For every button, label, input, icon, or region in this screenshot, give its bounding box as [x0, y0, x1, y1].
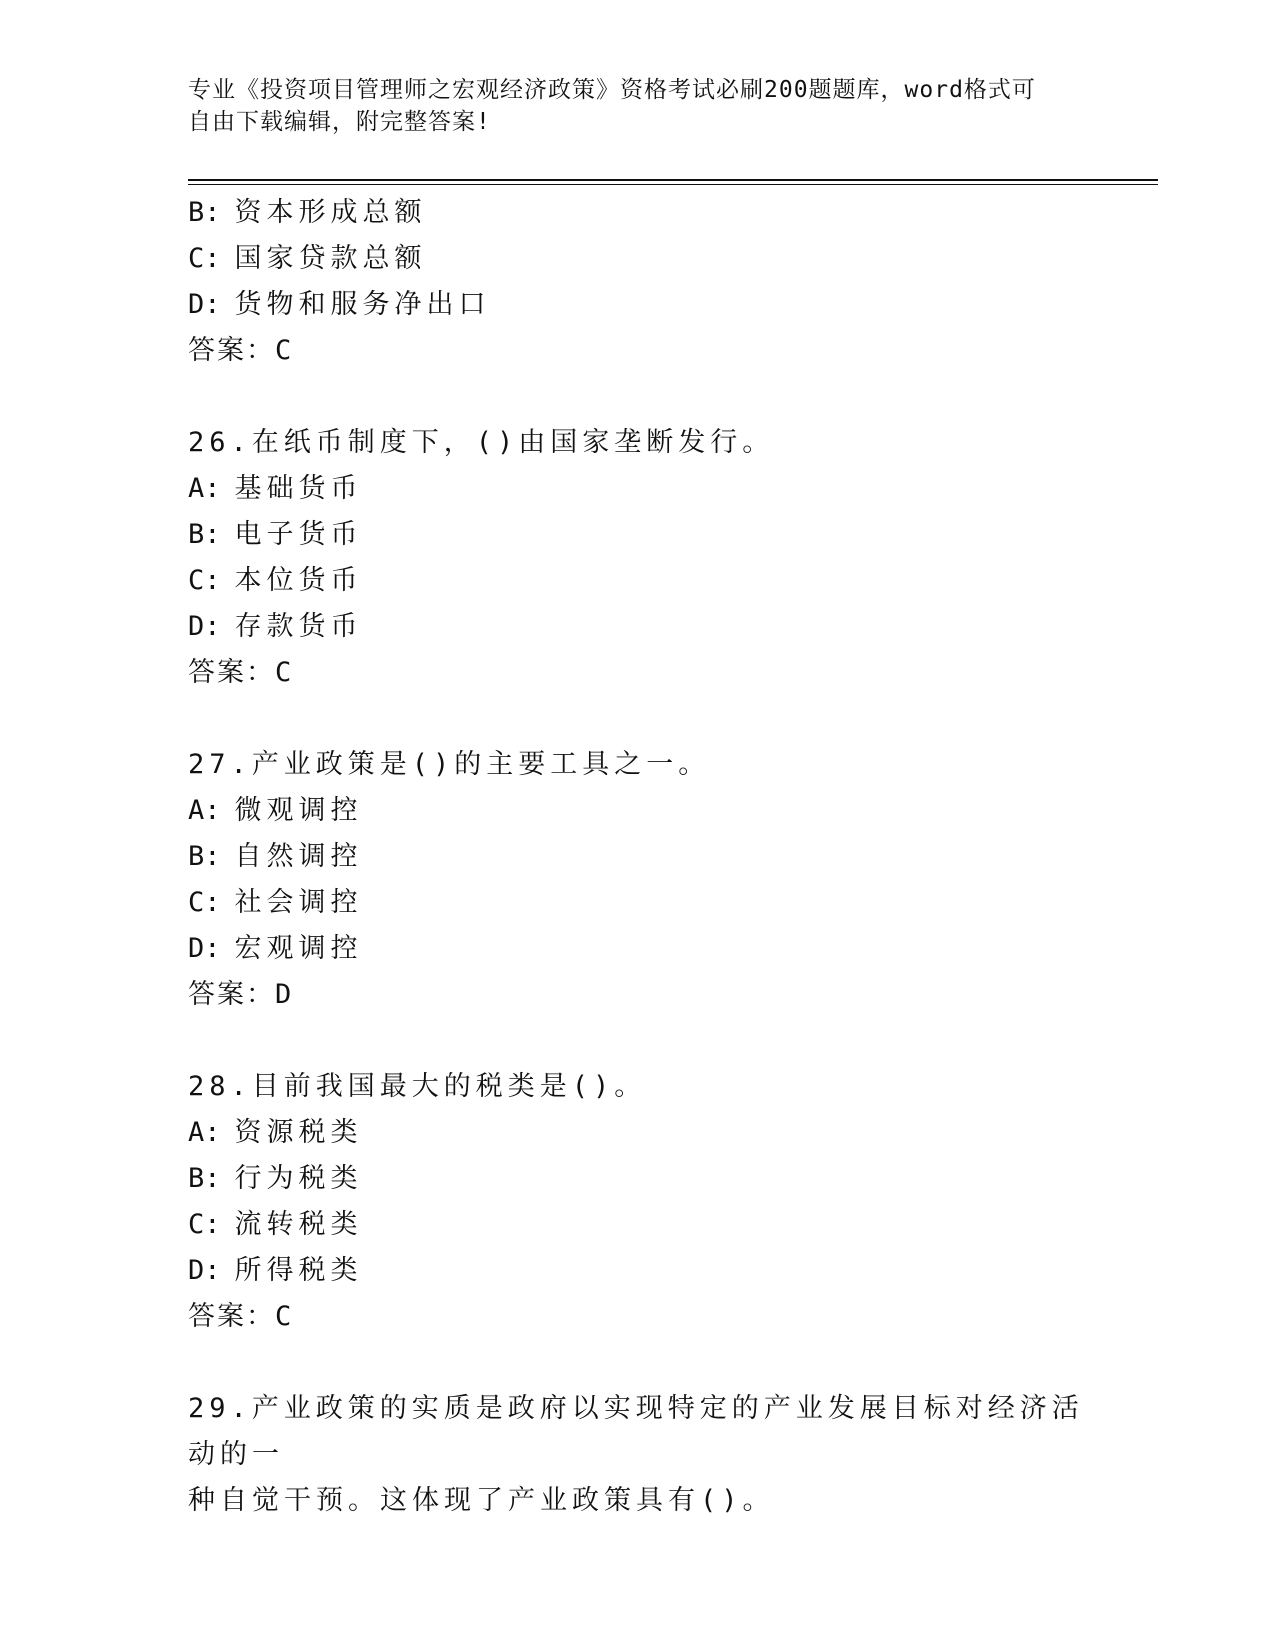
answer: 答案：D: [188, 979, 294, 1010]
option-c: C: 国家贷款总额: [188, 243, 427, 274]
question-26: [188, 420, 1088, 696]
option-a: A: 微观调控: [188, 795, 363, 826]
question-25-continued: [188, 190, 1088, 374]
question-27: [188, 742, 1088, 1018]
question-stem: 26.在纸币制度下，()由国家垄断发行。: [188, 427, 775, 458]
question-28: [188, 1064, 1088, 1340]
option-c: C: 本位货币: [188, 565, 363, 596]
option-b: B: 行为税类: [188, 1163, 363, 1194]
question-list: [188, 190, 1088, 1524]
document-header: [188, 74, 1088, 138]
option-a: A: 资源税类: [188, 1117, 363, 1148]
answer: 答案：C: [188, 1301, 294, 1332]
option-b: B: 资本形成总额: [188, 197, 427, 228]
answer: 答案：C: [188, 657, 294, 688]
option-c: C: 流转税类: [188, 1209, 363, 1240]
question-stem-line-1: 29.产业政策的实质是政府以实现特定的产业发展目标对经济活动的一: [188, 1393, 1084, 1470]
question-stem: 27.产业政策是()的主要工具之一。: [188, 749, 711, 780]
option-d: D: 存款货币: [188, 611, 363, 642]
option-d: D: 宏观调控: [188, 933, 363, 964]
option-a: A: 基础货币: [188, 473, 363, 504]
header-line-1: 专业《投资项目管理师之宏观经济政策》资格考试必刷200题题库，word格式可: [188, 77, 1036, 103]
option-b: B: 自然调控: [188, 841, 363, 872]
option-b: B: 电子货币: [188, 519, 363, 550]
answer: 答案：C: [188, 335, 294, 366]
option-d: D: 货物和服务净出口: [188, 289, 491, 320]
header-divider-thin: [188, 184, 1158, 185]
option-c: C: 社会调控: [188, 887, 363, 918]
question-29: [188, 1386, 1088, 1524]
header-divider-thick: [188, 179, 1158, 181]
option-d: D: 所得税类: [188, 1255, 363, 1286]
question-stem-line-2: 种自觉干预。这体现了产业政策具有()。: [188, 1485, 775, 1516]
question-stem: 28.目前我国最大的税类是()。: [188, 1071, 647, 1102]
header-line-2: 自由下载编辑，附完整答案!: [188, 109, 491, 135]
